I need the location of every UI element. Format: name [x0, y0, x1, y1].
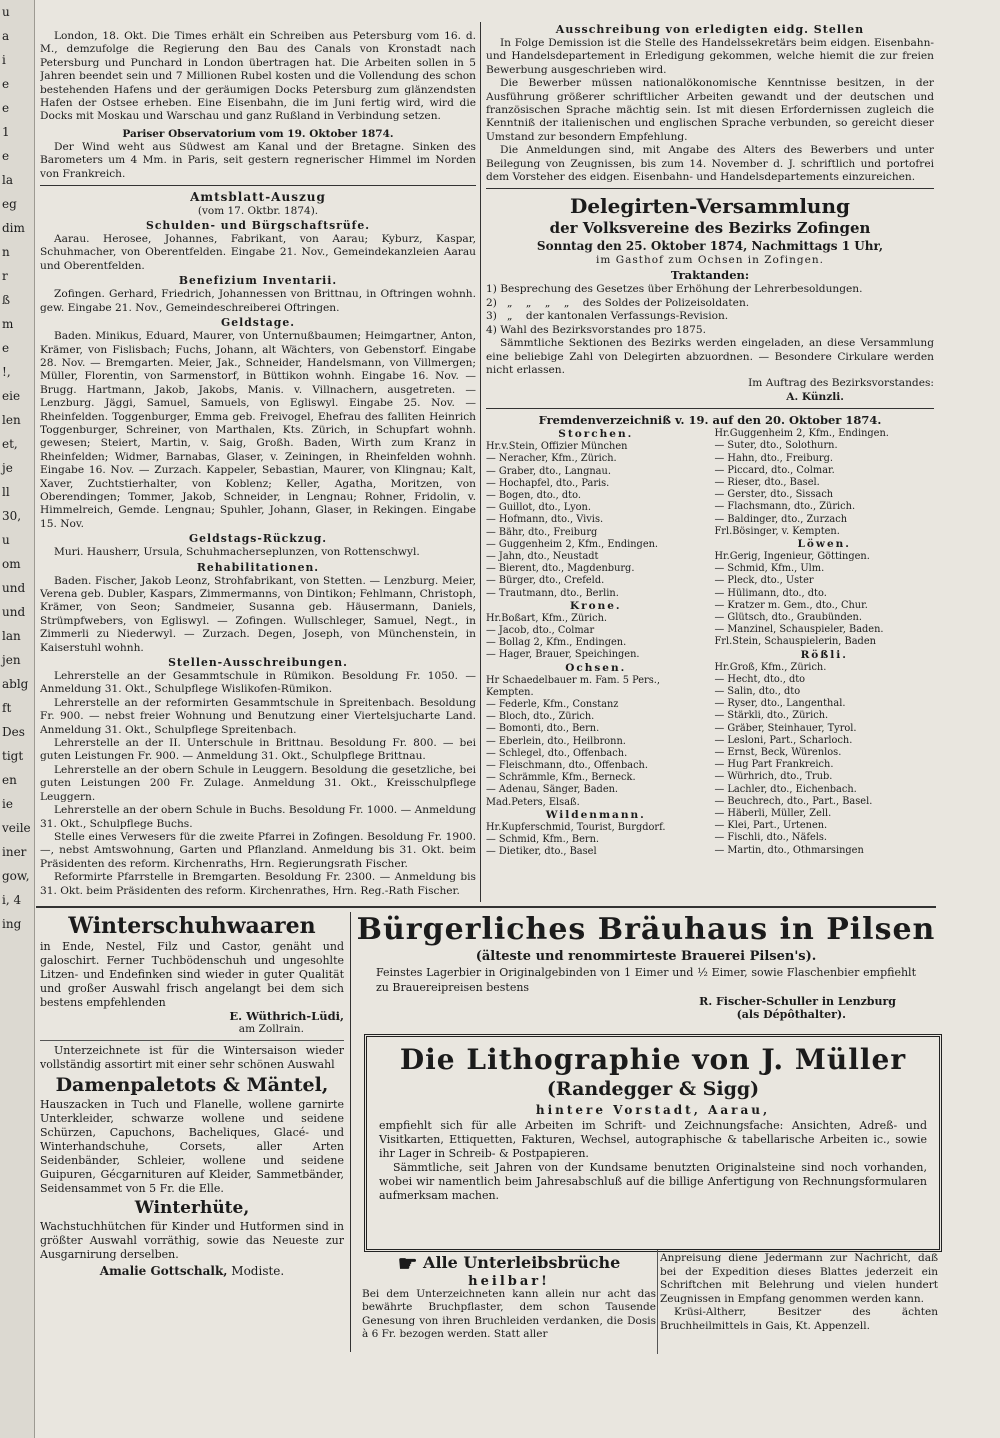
- stellen-item: Lehrerstelle an der obern Schule in Buchs. Besoldung Fr. 1000. — Anmeldung 31. Okt., Schulpflege Buchs.: [40, 804, 476, 830]
- guest-entry: — Fleischmann, dto., Offenbach.: [486, 760, 648, 771]
- ad-text: Anpreisung diene Jedermann zur Nachricht, daß bei der Expedition dieses Blattes jederzeit ein Schriftchen mit Belehrung und vielen hundert Zeugnissen in Empfang genommen werden kann.: [660, 1252, 938, 1305]
- ad-text: Feinstes Lagerbier in Originalgebinden von 1 Eimer und ½ Eimer, sowie Flaschenbier empfiehlt zu Brauereipreisen bestens: [376, 966, 916, 994]
- guest-entry: — Martin, dto., Othmarsingen: [714, 844, 864, 856]
- margin-fragment: u: [2, 533, 10, 547]
- ad-text: empfiehlt sich für alle Arbeiten im Schrift- und Zeichnungsfache: Ansichten, Adreß- und Visitkarten, Ettiquetten, Fakturen, Wechsel, autographische & tabellarische Arbeiten ic., sowie ihr Lager in Schreib- & Postpapieren.: [379, 1119, 927, 1160]
- ad-title: Winterschuhwaaren: [68, 913, 316, 939]
- hotel-heading: Löwen.: [797, 537, 851, 550]
- guest-entry: — Würhrich, dto., Trub.: [714, 771, 833, 783]
- delegirten-subtitle: der Volksvereine des Bezirks Zofingen: [549, 219, 871, 238]
- guest-entry: — Baldinger, dto., Zurzach: [714, 513, 848, 525]
- margin-fragment: und: [2, 605, 26, 619]
- heading-schulden: Schulden- und Bürgschaftsrüfe.: [146, 219, 370, 233]
- ad-text: in Ende, Nestel, Filz und Castor, genäht und galoschirt. Ferner Tuchbödenschuh und ungesohlte Litzen- und Endefinken sind wieder in guter Qualität und großer Auswahl frisch angelangt bei dem sich bestens empfehlenden: [40, 940, 344, 1009]
- amtsblatt-date: (vom 17. Oktbr. 1874).: [197, 205, 319, 218]
- guest-entry: — Bierent, dto., Magdenburg.: [486, 563, 635, 575]
- heading-stellen: Stellen-Ausschreibungen.: [168, 656, 348, 670]
- guest-entry: — Lachler, dto., Eichenbach.: [714, 783, 857, 795]
- guest-entry: — Bloch, dto., Zürich.: [486, 711, 595, 723]
- ad-text: Bei dem Unterzeichneten kann allein nur acht das bewährte Bruchpflaster, dem schon Tausende Genesung von ihren Bruchleiden verdanken, die Dosis à 6 Fr. bezogen werden. Statt aller: [362, 1287, 656, 1340]
- margin-fragment: la: [2, 173, 13, 187]
- guest-list-right: [714, 428, 934, 858]
- margin-fragment: !,: [2, 365, 11, 379]
- guest-entry: — Jacob, dto., Colmar: [486, 624, 595, 636]
- guest-list-left: [486, 428, 706, 858]
- divider: [40, 185, 476, 186]
- guest-entry: Hr.Kupferschmid, Tourist, Burgdorf.: [486, 821, 666, 833]
- margin-fragment: dim: [2, 221, 25, 235]
- margin-fragment: i: [2, 53, 6, 67]
- ad-title-huete: Winterhüte,: [134, 1197, 250, 1218]
- text-geldstage: Baden. Minikus, Eduard, Maurer, von Unternußbaumen; Heimgartner, Anton, Krämer, von Fislisbach; Fuchs, Johann, alt Wächters, von Gebenstorf. Eingabe 28. Nov. — Bremgarten. Meier, Jak., Schneider, Handelsmann, von Villmergen; Müller, Florentin, von Sarmenstorf, in Büttikon wohnh. Eingabe 16. Nov. — Brugg. Hartmann, Jakob, Jakobs, Manis. v. Villnachern, ausgetreten. — Lenzburg. Jäggi, Samuel, Samuels, von Egliswyl. Eingabe 25. Nov. — Rheinfelden. Toggenburger, Emma geb. Freivogel, Ehefrau des falliten Heinrich Toggenburger, Schreiner, von Marthalen, Kts. Zürich, in Schupfart wohnh. gewesen; Steiert, Martin, v. Saig, Großh. Baden, Wirth zum Kranz in Rheinfelden; Widmer, Barnabas, Glaser, v. Zeiningen, in Rheinfelden wohnh. Eingabe 16. Nov. — Zurzach. Kappeler, Sebastian, Maurer, von Klingnau; Kalt, Xaver, Zuchtstierhalter, von Koblenz; Keller, Agatha, Moritzen, von Oberendingen; Tommer, Jakob, Schneider, in Lengnau; Rohner, Fridolin, v. Himmelreich, Gemde. Lengnau; Spuhler, Johann, Glaser, in Rekingen. Eingabe 15. Nov.: [40, 330, 476, 530]
- margin-fragment: ablg: [2, 677, 29, 691]
- guest-entry: — Flachsmann, dto., Zürich.: [714, 501, 856, 513]
- text-rehabilitationen: Baden. Fischer, Jakob Leonz, Strohfabrikant, von Stetten. — Lenzburg. Meier, Verena geb. Dubler, Kaspars, Zimmermanns, von Dintikon; Fehlmann, Christoph, Krämer, von Seon; Sandmeier, Susanna geb. Häusermann, Daniels, Strümpfwebers, von Egliswyl. — Zofingen. Wullschleger, Samuel, Negt., in Zimmerli zu Niederwyl. — Zurzach. Degen, Joseph, von Münchenstein, in Kaiserstuhl wohnh.: [40, 574, 476, 654]
- guest-entry: — Fischli, dto., Näfels.: [714, 832, 828, 844]
- stellen-item: Lehrerstelle an der II. Unterschule in Brittnau. Besoldung Fr. 800. — bei guten Leistungen Fr. 900. — Anmeldung 31. Okt., Schulpflege Brittnau.: [40, 737, 476, 763]
- margin-fragment: a: [2, 29, 10, 43]
- margin-fragment: und: [2, 581, 26, 595]
- guest-entry: — Suter, dto., Solothurn.: [714, 440, 838, 452]
- traktandum-item: 1) Besprechung des Gesetzes über Erhöhung der Lehrerbesoldungen.: [486, 283, 863, 296]
- ad-column-divider: [350, 912, 351, 1352]
- ad-subtitle: (Randegger & Sigg): [546, 1078, 760, 1100]
- ad-title: Die Lithographie von J. Müller: [399, 1043, 907, 1076]
- left-margin-fragment: [0, 0, 35, 1438]
- margin-fragment: n: [2, 245, 10, 259]
- guest-entry: Frl.Stein, Schauspielerin, Baden: [714, 636, 876, 648]
- ausschreibung-text: In Folge Demission ist die Stelle des Handelssekretärs beim eidgen. Eisenbahn- und Handelsdepartement in Erledigung gekommen, welche hiemit die zur freien Bewerbung ausgeschrieben wird.: [486, 37, 934, 76]
- margin-fragment: om: [2, 557, 21, 571]
- ad-title-paletots: Damenpaletots & Mäntel,: [55, 1073, 329, 1096]
- delegirten-text: Sämmtliche Sektionen des Bezirks werden eingeladen, an diese Versammlung eine beliebige Zahl von Delegirten abzuordnen. — Besondere Cirkulare werden nicht erlassen.: [486, 337, 934, 376]
- guest-entry: — Schmid, Kfm., Ulm.: [714, 563, 825, 575]
- heading-rueckzug: Geldstags-Rückzug.: [188, 532, 328, 546]
- guest-entry: — Beuchrech, dto., Part., Basel.: [714, 795, 873, 807]
- hotel-heading: Storchen.: [558, 428, 634, 441]
- margin-fragment: ll: [2, 485, 10, 499]
- ad-title: Alle Unterleibsbrüche: [423, 1253, 621, 1272]
- ad-text: Wachstuchhütchen für Kinder und Hutformen sind in größter Auswahl vorräthig, sowie das Neueste zur Ausgarnirung derselben.: [40, 1219, 344, 1261]
- ad-signature: E. Wüthrich-Lüdi,: [229, 1009, 344, 1023]
- stellen-item: Stelle eines Verwesers für die zweite Pfarrei in Zofingen. Besoldung Fr. 1900. —, nebst Amtswohnung, Garten und Pflanzland. Anmeldung bis 31. Okt. beim Präsidenten des reform. Kirchenraths, Hrn. Regierungsrath Fischer.: [40, 830, 476, 870]
- margin-fragment: eie: [2, 389, 21, 403]
- margin-fragment: Des: [2, 725, 25, 739]
- guest-entry: — Schlegel, dto., Offenbach.: [486, 747, 628, 759]
- margin-fragment: u: [2, 5, 10, 19]
- fremdenverzeichnis-title: Fremdenverzeichniß v. 19. auf den 20. Oktober 1874.: [538, 413, 882, 428]
- margin-fragment: i, 4: [2, 893, 22, 907]
- guest-entry: — Dietiker, dto., Basel: [486, 846, 597, 858]
- delegirten-place: im Gasthof zum Ochsen in Zofingen.: [596, 254, 824, 267]
- text-benefizium: Zofingen. Gerhard, Friedrich, Johannessen von Brittnau, in Oftringen wohnh. gew. Eingabe 21. Nov., Gemeindeschreiberei Oftringen.: [40, 288, 476, 314]
- ausschreibung-text: Die Bewerber müssen nationalökonomische Kenntnisse besitzen, in der Ausführung größerer schriftlicher Arbeiten gewandt und der deutschen und französischen Sprache mächtig sein. Ist mit diesen Erfordernissen zugleich die Kenntniß der italienischen und englischen Sprache verbunden, so gereicht dieser Umstand zur besondern Empfehlung.: [486, 77, 934, 143]
- guest-entry: Hr.Guggenheim 2, Kfm., Endingen.: [714, 428, 889, 440]
- margin-fragment: e: [2, 101, 10, 115]
- margin-fragment: ft: [2, 701, 12, 715]
- ad-signature: Krüsi-Altherr, Besitzer des ächten Bruchheilmittels in Gais, Kt. Appenzell.: [660, 1306, 938, 1332]
- guest-entry: — Stärkli, dto., Zürich.: [714, 710, 829, 722]
- guest-entry: — Hug Part Frankreich.: [714, 759, 834, 771]
- guest-entry: — Gräber, Steinhauer, Tyrol.: [714, 722, 857, 734]
- delegirten-date: Sonntag den 25. Oktober 1874, Nachmittags 1 Uhr,: [536, 239, 884, 254]
- margin-fragment: et,: [2, 437, 18, 451]
- guest-entry: — Hochapfel, dto., Paris.: [486, 477, 610, 489]
- column-right: [486, 22, 934, 900]
- hotel-heading: Krone.: [569, 599, 622, 612]
- guest-entry: Hr Schaedelbauer m. Fam. 5 Pers.,: [486, 674, 660, 686]
- column-left: [40, 30, 476, 900]
- ad-signature-role: Modiste.: [231, 1263, 285, 1278]
- margin-fragment: eg: [2, 197, 17, 211]
- divider: [40, 1040, 344, 1041]
- traktandum-item: 2) „ „ „ „ des Soldes der Polizeisoldaten.: [486, 296, 750, 309]
- margin-fragment: 1: [2, 125, 10, 139]
- guest-entry: — Schrämmle, Kfm., Berneck.: [486, 772, 636, 784]
- guest-entry: — Guillot, dto., Lyon.: [486, 502, 591, 514]
- margin-fragment: ing: [2, 917, 22, 931]
- guest-entry: — Jahn, dto., Neustadt: [486, 550, 599, 562]
- guest-entry: Hr.Gerig, Ingenieur, Göttingen.: [714, 550, 870, 562]
- ad-subtitle: heilbar!: [468, 1273, 550, 1289]
- guest-entry: — Gerster, dto., Sissach: [714, 489, 834, 501]
- traktandum-item: 4) Wahl des Bezirksvorstandes pro 1875.: [486, 323, 706, 336]
- text-schulden: Aarau. Herosee, Johannes, Fabrikant, von Aarau; Kyburz, Kaspar, Schuhmacher, von Oberentfelden. Eingabe 21. Nov., Gemeindekanzleien Aarau und Oberentfelden.: [40, 233, 476, 272]
- stellen-item: Lehrerstelle an der reformirten Gesammtschule in Spreitenbach. Besoldung Fr. 900. — nebst freier Wohnung und Benutzung einer Viertelsjucharte Land. Anmeldung 31. Okt., Schulpflege Spreitenbach.: [40, 696, 476, 736]
- ad-signature: R. Fischer-Schuller in Lenzburg: [699, 995, 896, 1008]
- ad-divider: [657, 1250, 658, 1354]
- stellen-item: Lehrerstelle an der Gesammtschule in Rümikon. Besoldung Fr. 1050. — Anmeldung 31. Okt., Schulpflege Wislikofen-Rümikon.: [40, 670, 476, 696]
- margin-fragment: iner: [2, 845, 27, 859]
- ad-signature-role: (als Dépôthalter).: [736, 1008, 846, 1022]
- guest-entry: — Pleck, dto., Uster: [714, 575, 814, 587]
- margin-fragment: je: [2, 461, 13, 475]
- margin-fragment: veile: [2, 821, 31, 835]
- ad-text: Sämmtliche, seit Jahren von der Kundsame benutzten Originalsteine sind noch vorhanden, wobei wir namentlich beim Jahresabschluß auf die billige Anfertigung von Rechnungsformularen aufmerksam machen.: [379, 1161, 927, 1202]
- margin-fragment: 30,: [2, 509, 22, 523]
- margin-fragment: e: [2, 341, 10, 355]
- margin-fragment: m: [2, 317, 14, 331]
- ad-braeuhaus-pilsen: [356, 912, 936, 1030]
- margin-fragment: e: [2, 149, 10, 163]
- guest-entry: — Hecht, dto., dto: [714, 673, 806, 685]
- ad-signature-place: am Zollrain.: [238, 1023, 304, 1036]
- guest-entry: — Eberlein, dto., Heilbronn.: [486, 735, 626, 747]
- guest-entry: — Klei, Part., Urtenen.: [714, 820, 828, 832]
- guest-entry: — Bollag 2, Kfm., Endingen.: [486, 637, 627, 649]
- guest-entry: — Rieser, dto., Basel.: [714, 476, 820, 488]
- guest-entry: Hr.Boßart, Kfm., Zürich.: [486, 612, 608, 624]
- guest-entry: — Federle, Kfm., Constanz: [486, 698, 619, 710]
- ad-text: Unterzeichnete ist für die Wintersaison wieder vollständig assortirt mit einer sehr schönen Auswahl: [40, 1043, 344, 1071]
- guest-entry: — Guggenheim 2, Kfm., Endingen.: [486, 538, 659, 550]
- guest-entry: Hr.v.Stein, Offizier München: [486, 441, 628, 453]
- ad-subtitle: (älteste und renommirteste Brauerei Pilsen's).: [475, 949, 817, 964]
- guest-entry: — Neracher, Kfm., Zürich.: [486, 453, 617, 465]
- amtsblatt-title: Amtsblatt-Auszug: [190, 190, 326, 205]
- ad-text: Hauszacken in Tuch und Flanelle, wollene garnirte Unterkleider, schwarze wollene und seidene Schürzen, Capuchons, Bacheliques, Glacé- und Winterhandschuhe, Corsets, aller Arten Seidenbänder, Schleier, wollene und seidene Guipuren, Gécgarnituren auf Kleider, Sammetbänder, Seidensammet von 5 Fr. die Elle.: [40, 1097, 344, 1195]
- ad-signature: Amalie Gottschalk,: [99, 1263, 228, 1278]
- guest-entry: — Häberli, Müller, Zell.: [714, 808, 832, 820]
- guest-entry: — Piccard, dto., Colmar.: [714, 464, 835, 476]
- guest-entry: — Kratzer m. Gem., dto., Chur.: [714, 599, 868, 611]
- guest-entry: — Ryser, dto., Langenthal.: [714, 698, 846, 710]
- margin-fragment: e: [2, 77, 10, 91]
- delegirten-signature: A. Künzli.: [786, 390, 844, 403]
- margin-fragment: jen: [2, 653, 21, 667]
- delegirten-title: Delegirten-Versammlung: [569, 194, 850, 219]
- divider: [486, 188, 934, 189]
- guest-entry: Mad.Peters, Elsaß.: [486, 796, 580, 808]
- guest-entry: Frl.Bösinger, v. Kempten.: [714, 525, 840, 537]
- guest-entry: — Bogen, dto., dto.: [486, 489, 581, 501]
- guest-entry: — Adenau, Sänger, Baden.: [486, 784, 619, 796]
- ad-lithographie: [364, 1034, 942, 1252]
- hotel-heading: Wildenmann.: [545, 808, 646, 821]
- fremdenverzeichnis-lists: [486, 428, 934, 858]
- guest-entry: — Bürger, dto., Crefeld.: [486, 575, 605, 587]
- guest-entry: — Hager, Brauer, Speichingen.: [486, 649, 640, 661]
- heading-rehabilitationen: Rehabilitationen.: [196, 560, 320, 574]
- ad-address: hintere Vorstadt, Aarau,: [535, 1103, 771, 1117]
- guest-entry: — Graber, dto., Langnau.: [486, 465, 611, 477]
- margin-fragment: tigt: [2, 749, 24, 763]
- observatory-text: Der Wind weht aus Südwest am Kanal und der Bretagne. Sinken des Barometers um 4 Mm. in Paris, seit gestern regnerischer Himmel im Norden von Frankreich.: [40, 140, 476, 180]
- stellen-item: Lehrerstelle an der obern Schule in Leuggern. Besoldung die gesetzliche, bei guten Leistungen 200 Fr. Zulage. Anmeldung 31. Okt., Kreisschulpflege Leuggern.: [40, 763, 476, 803]
- ad-unterleibsbrueche: [362, 1252, 656, 1362]
- heading-benefizium: Benefizium Inventarii.: [178, 274, 338, 288]
- text-rueckzug: Muri. Hausherr, Ursula, Schuhmacherseplunzen, von Rottenschwyl.: [54, 546, 420, 559]
- guest-entry: — Hofmann, dto., Vivis.: [486, 514, 604, 526]
- guest-entry: — Ernst, Beck, Würenlos.: [714, 747, 842, 758]
- guest-entry: — Lesloni, Part., Scharloch.: [714, 734, 853, 746]
- london-news: London, 18. Okt. Die Times erhält ein Schreiben aus Petersburg vom 16. d. M., demzufolge die Regierung den Bau des Canals von Kronstadt nach Petersburg und Punchard in London übertragen hat. Die Arbeiten sollen in 5 Jahren beendet sein und 7 Millionen Rubel kosten und die Vollendung des schon bestehenden Hafens und der geräumigen Docks Petersburg zum glänzendsten Hafen der Ostsee erheben. Eine Eisenbahn, die im Juni fertig wird, wird die Docks mit Moskau und Warschau und ganz Rußland in Verbindung setzen.: [40, 30, 476, 123]
- guest-entry: — Hülimann, dto., dto.: [714, 587, 827, 599]
- margin-fragment: en: [2, 773, 17, 787]
- traktandum-item: 3) „ der kantonalen Verfassungs-Revision.: [486, 310, 729, 323]
- heading-geldstage: Geldstage.: [221, 316, 295, 330]
- guest-entry: — Salin, dto., dto: [714, 685, 801, 697]
- margin-fragment: ie: [2, 797, 13, 811]
- section-divider: [36, 906, 936, 908]
- margin-fragment: gow,: [2, 869, 30, 883]
- guest-entry: — Schmid, Kfm., Bern.: [486, 834, 600, 846]
- delegirten-auftrag: Im Auftrag des Bezirksvorstandes:: [748, 377, 934, 390]
- ad-winterschuhwaaren: [40, 912, 344, 1362]
- ad-title: Bürgerliches Bräuhaus in Pilsen: [356, 912, 936, 947]
- margin-fragment: len: [2, 413, 21, 427]
- guest-entry: Kempten.: [486, 686, 534, 698]
- ausschreibung-text: Die Anmeldungen sind, mit Angabe des Alters des Bewerbers und unter Beilegung von Zeugnissen, bis zum 14. November d. J. schriftlich und portofrei dem Vorsteher des eidgen. Eisenbahn- und Handelsdepartements einzureichen.: [486, 144, 934, 184]
- guest-entry: — Bähr, dto., Freiburg: [486, 526, 598, 538]
- divider: [486, 408, 934, 409]
- guest-entry: — Glütsch, dto., Graubünden.: [714, 611, 862, 623]
- pointing-hand-icon: ☛: [397, 1252, 418, 1277]
- guest-entry: Hr.Groß, Kfm., Zürich.: [714, 661, 827, 673]
- guest-entry: — Hahn, dto., Freiburg.: [714, 452, 833, 464]
- margin-fragment: lan: [2, 629, 21, 643]
- hotel-heading: Rößli.: [800, 648, 848, 661]
- observatory-title: Pariser Observatorium vom 19. Oktober 1874.: [122, 127, 394, 140]
- traktanden-heading: Traktanden:: [670, 268, 750, 283]
- ausschreibung-title: Ausschreibung von erledigten eidg. Stellen: [555, 23, 865, 36]
- guest-entry: — Bomonti, dto., Bern.: [486, 723, 600, 735]
- guest-entry: — Manzinel, Schauspieler, Baden.: [714, 624, 884, 636]
- margin-fragment: r: [2, 269, 8, 283]
- stellen-item: Reformirte Pfarrstelle in Bremgarten. Besoldung Fr. 2300. — Anmeldung bis 31. Okt. beim Präsidenten des reform. Kirchenrathes, Hrn. Reg.-Rath Fischer.: [40, 871, 476, 897]
- ad-unterleibsbrueche-continued: [660, 1252, 938, 1362]
- margin-fragment: ß: [2, 293, 11, 307]
- hotel-heading: Ochsen.: [565, 661, 627, 674]
- column-divider: [480, 22, 481, 902]
- guest-entry: — Trautmann, dto., Berlin.: [486, 587, 619, 599]
